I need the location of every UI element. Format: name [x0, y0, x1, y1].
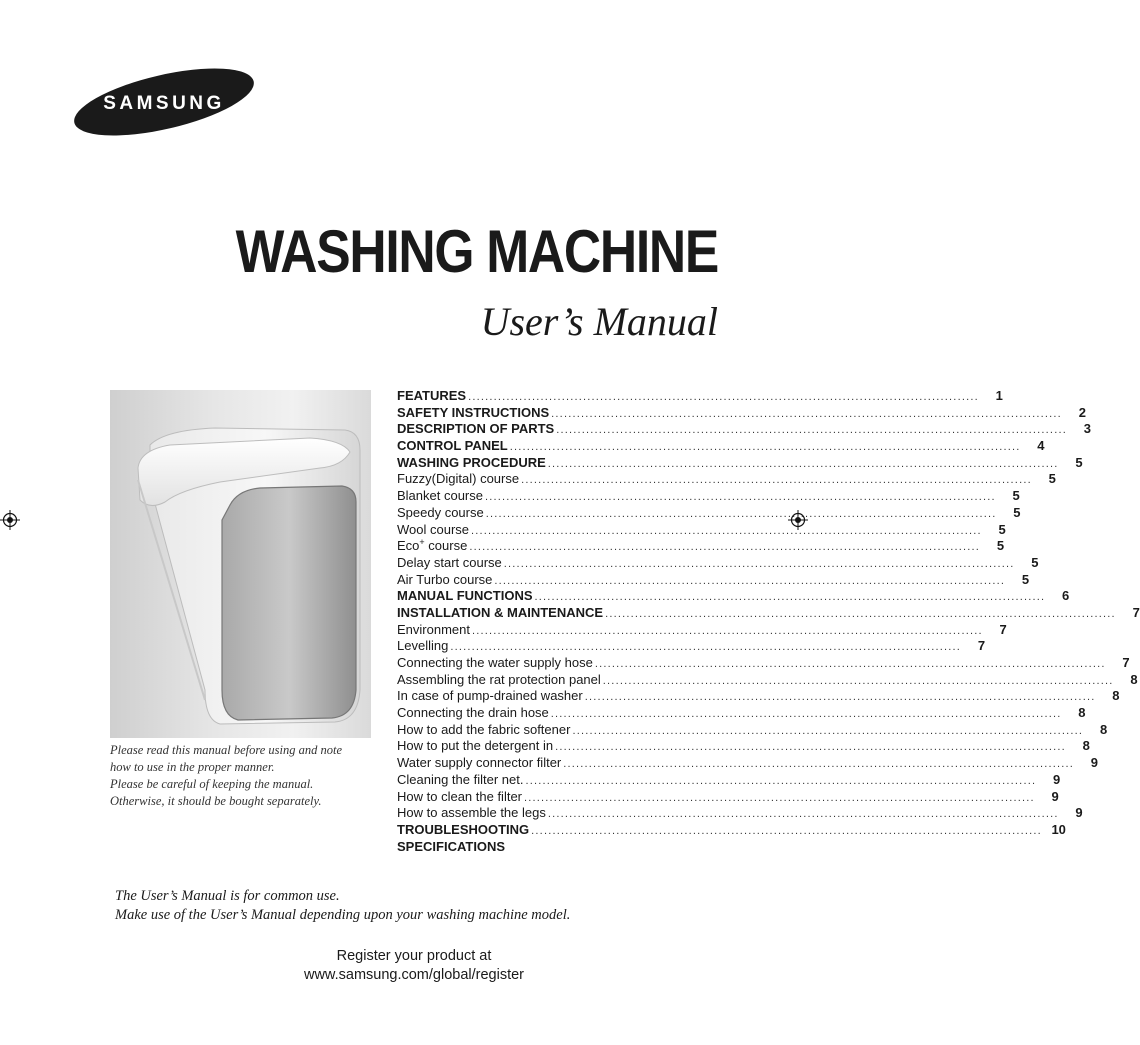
toc-entry — [397, 571, 1030, 589]
toc-entry — [397, 788, 1059, 806]
toc-leader-dots: ........................................................................................................................ — [584, 691, 1096, 704]
footnote-line: Make use of the User’s Manual depending upon your washing machine model. — [115, 907, 571, 923]
toc-entry-page: 8 — [1099, 721, 1108, 737]
toc-entry — [397, 471, 1056, 488]
toc-entry-page: 5 — [1075, 454, 1083, 470]
toc-entry-label: Levelling — [397, 638, 449, 654]
toc-entry-page: 7 — [977, 638, 986, 654]
page-subtitle: User’s Manual — [480, 299, 718, 344]
toc-leader-dots: ........................................................................................................................ — [468, 391, 979, 403]
toc-entry — [397, 839, 728, 856]
toc-leader-dots: ........................................................................................................................ — [531, 824, 1042, 837]
toc-entry-label: Water supply connector filter — [397, 755, 562, 771]
toc-entry-page: 7 — [999, 621, 1007, 637]
toc-entry-page: 5 — [1021, 571, 1030, 587]
toc-leader-dots: ........................................................................................................................ — [563, 758, 1075, 771]
register-url: www.samsung.com/global/register — [303, 967, 524, 983]
toc-entry-page: 8 — [1130, 671, 1138, 687]
toc-entry — [397, 805, 1083, 822]
table-of-contents — [397, 388, 1140, 855]
toc-leader-dots: ........................................................................................................................ — [509, 441, 1021, 454]
washing-machine-image — [110, 390, 371, 738]
samsung-logo — [70, 68, 258, 136]
toc-entry — [397, 404, 1086, 422]
toc-entry-page: 5 — [1013, 504, 1021, 520]
toc-entry-page: 5 — [998, 521, 1006, 537]
toc-leader-dots: ........................................................................................................................ — [471, 524, 982, 537]
toc-entry-page: 9 — [1090, 755, 1099, 771]
toc-entry — [397, 688, 1120, 705]
toc-entry-page: 8 — [1112, 688, 1120, 704]
toc-entry-page: 6 — [1062, 588, 1070, 604]
toc-entry-label: Eco+ course — [397, 537, 468, 554]
toc-entry-label: SAFETY INSTRUCTIONS — [397, 404, 550, 420]
toc-entry-page: 5 — [1031, 554, 1039, 570]
toc-entry — [397, 421, 1091, 438]
toc-entry-label: CONTROL PANEL — [397, 438, 508, 454]
toc-entry-label: Delay start course — [397, 554, 502, 570]
toc-entry-label: In case of pump-drained washer — [397, 688, 583, 704]
toc-entry — [397, 771, 1061, 789]
toc-leader-dots: ........................................................................................................................ — [503, 557, 1015, 570]
toc-entry-page: 7 — [1132, 604, 1140, 620]
toc-entry-label: WASHING PROCEDURE — [397, 454, 546, 470]
manual-note — [110, 742, 385, 810]
toc-entry-label: Blanket course — [397, 488, 483, 504]
svg-text:SAMSUNG: SAMSUNG — [103, 93, 225, 114]
toc-entry-page: 5 — [996, 538, 1005, 554]
toc-entry-page: 4 — [1037, 438, 1045, 454]
toc-entry-label: SPECIFICATIONS — [397, 838, 506, 854]
toc-entry-page: 5 — [1048, 471, 1056, 487]
toc-entry-label: MANUAL FUNCTIONS — [397, 588, 533, 604]
toc-entry-page: 8 — [1078, 705, 1086, 721]
toc-entry-page: 8 — [1082, 738, 1090, 754]
toc-entry — [397, 521, 1006, 539]
toc-leader-dots: ........................................................................................................................ — [525, 774, 1037, 787]
toc-entry-label: DESCRIPTION OF PARTS — [397, 421, 555, 437]
toc-entry-page: 2 — [1078, 404, 1086, 420]
toc-entry-page: 1 — [995, 388, 1003, 403]
toc-entry — [397, 554, 1039, 572]
toc-entry — [397, 588, 1070, 605]
toc-entry-page: 9 — [1051, 788, 1059, 804]
toc-entry-label: How to add the fabric softener — [397, 721, 571, 737]
page-title: WASHING MACHINE — [235, 218, 719, 285]
toc-entry-label: Connecting the water supply hose — [397, 655, 593, 670]
toc-entry-label: Speedy course — [397, 504, 484, 520]
toc-leader-dots: ........................................................................................................................ — [556, 424, 1067, 437]
toc-entry — [397, 738, 1090, 755]
toc-entry-label: How to assemble the legs — [397, 805, 546, 821]
toc-entry — [397, 388, 1003, 405]
toc-leader-dots: ........................................................................................................................ — [521, 474, 1032, 487]
toc-leader-dots: ........................................................................................................................ — [602, 674, 1114, 687]
register-line: Register your product at — [336, 948, 492, 964]
toc-entry — [397, 655, 1130, 672]
toc-leader-dots: ........................................................................................................................ — [485, 507, 997, 520]
toc-entry-page: 7 — [1122, 655, 1130, 670]
toc-entry-page: 9 — [1052, 771, 1061, 787]
toc-entry — [397, 537, 1005, 555]
toc-entry-label: TROUBLESHOOTING — [397, 821, 530, 837]
note-line: Please be careful of keeping the manual. — [110, 777, 314, 791]
toc-entry-label: Assembling the rat protection panel — [397, 671, 601, 687]
toc-leader-dots: ........................................................................................................................ — [551, 407, 1062, 420]
toc-leader-dots: ........................................................................................................................ — [605, 607, 1116, 620]
toc-entry-label: Environment — [397, 621, 470, 637]
crosshair-registration-mark-left-icon — [0, 510, 20, 530]
toc-entry — [397, 638, 986, 655]
toc-entry — [397, 504, 1021, 522]
toc-entry — [397, 604, 1140, 622]
toc-leader-dots: ........................................................................................................................ — [450, 641, 962, 654]
note-line: Please read this manual before using and note — [110, 743, 343, 757]
toc-leader-dots: ........................................................................................................................ — [550, 708, 1062, 721]
toc-entry-label: INSTALLATION & MAINTENANCE — [397, 604, 604, 620]
toc-entry-label: Air Turbo course — [397, 571, 493, 587]
footnote-line: The User’s Manual is for common use. — [115, 888, 340, 904]
toc-leader-dots: ........................................................................................................................ — [547, 808, 1059, 821]
toc-entry — [397, 621, 1007, 639]
toc-leader-dots: ........................................................................................................................ — [594, 658, 1106, 670]
toc-entry — [397, 488, 1020, 505]
toc-entry-page: 5 — [1012, 488, 1020, 504]
toc-entry — [397, 438, 1045, 455]
toc-entry-label: How to put the detergent in — [397, 738, 554, 754]
toc-entry — [397, 821, 1066, 839]
toc-entry-page: 9 — [1075, 805, 1083, 821]
toc-leader-dots: ........................................................................................................................ — [547, 457, 1059, 470]
toc-leader-dots: ........................................................................................................................ — [555, 741, 1066, 754]
toc-entry-label: Fuzzy(Digital) course — [397, 471, 520, 487]
toc-entry — [397, 705, 1086, 722]
toc-entry-label: Connecting the drain hose — [397, 705, 549, 721]
toc-entry — [397, 671, 1138, 689]
note-line: Otherwise, it should be bought separately. — [110, 794, 322, 808]
toc-entry-page: 3 — [1083, 421, 1091, 437]
note-line: how to use in the proper manner. — [110, 760, 275, 774]
register-product-notice — [0, 947, 828, 985]
toc-leader-dots: ........................................................................................................................ — [494, 574, 1006, 587]
toc-entry-label: Wool course — [397, 521, 470, 537]
toc-entry-label: Cleaning the filter net. — [397, 771, 524, 787]
toc-entry-label: FEATURES — [397, 388, 467, 403]
toc-entry-label: How to clean the filter — [397, 788, 523, 804]
toc-leader-dots: ........................................................................................................................ — [471, 624, 983, 637]
toc-entry — [397, 721, 1108, 739]
toc-entry-page: 10 — [1051, 821, 1066, 837]
toc-leader-dots: ........................................................................................................................ — [572, 724, 1084, 737]
toc-leader-dots: ........................................................................................................................ — [469, 541, 981, 554]
toc-leader-dots: ........................................................................................................................ — [524, 791, 1035, 804]
toc-entry — [397, 454, 1083, 472]
common-use-footnote — [115, 887, 675, 925]
toc-leader-dots: ........................................................................................................................ — [485, 491, 996, 504]
toc-entry — [397, 755, 1099, 772]
toc-leader-dots: ........................................................................................................................ — [534, 591, 1046, 604]
